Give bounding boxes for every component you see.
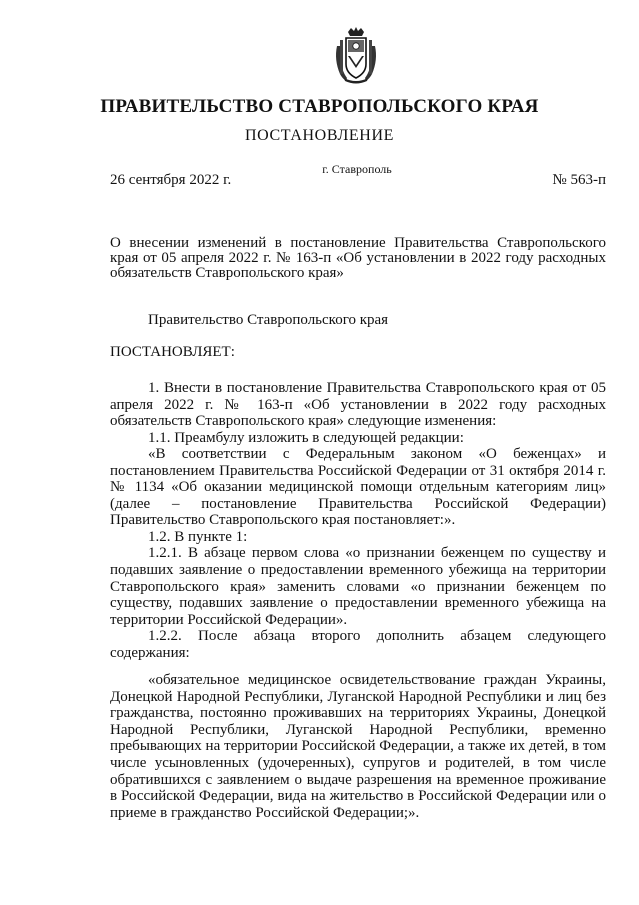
paragraph-1-1: 1.1. Преамбулу изложить в следующей редакции:	[148, 429, 464, 446]
coat-of-arms-icon	[331, 26, 381, 86]
paragraph-1-2-2: 1.2.2. После абзаца второго дополнить абзацем следующего содержания:	[110, 628, 606, 661]
paragraph-1-2-1: 1.2.1. В абзаце первом слова «о признании беженцем по существу и подавших заявление о предоставлении временного убежища на территории Ставропольского края» заменить словами «о признании беженцем по существу, подавших заявление о предоставлении временного убежища на территории Российской Федерации».	[110, 545, 606, 628]
paragraph-1: 1. Внести в постановление Правительства Ставропольского края от 05 апреля 2022 г. № 163-п «Об установлении в 2022 году расходных обязательств Ставропольского края» следующие изменения:	[110, 380, 606, 430]
paragraph-1-2: 1.2. В пункте 1:	[148, 528, 248, 545]
preamble-quote: «В соответствии с Федеральным законом «О беженцах» и постановлением Правительства Российской Федерации от 31 октября 2014 г. № 1134 «Об оказании медицинской помощи отдельным категориям лиц» (далее – постановление Правительства Российской Федерации) Правительство Ставропольского края постановляет:».	[110, 446, 606, 529]
document-type: ПОСТАНОВЛЕНИЕ	[245, 127, 394, 144]
issuer-line: Правительство Ставропольского края	[148, 312, 389, 328]
document-date: 26 сентября 2022 г.	[110, 172, 232, 188]
decree-heading: ПОСТАНОВЛЯЕТ:	[110, 344, 235, 360]
document-subject: О внесении изменений в постановление Правительства Ставропольского края от 05 апреля 2022 г. № 163-п «Об установлении в 2022 году расходных обязательств Ставропольского края»	[110, 235, 606, 281]
document-body	[110, 380, 606, 821]
inserted-paragraph-quote: «обязательное медицинское освидетельствование граждан Украины, Донецкой Народной Республики, Луганской Народной Республики и лиц без гражданства, постоянно проживавших на территориях Украины, Донецкой Народной Республики, Луганской Народной Республики, временно пребывающих на территории Российской Федерации, а также их детей, в том числе усыновленных (удочеренных), супругов и родителей, в том числе обратившихся с заявлением о выдаче разрешения на временное проживание в Российской Федерации, вида на жительство в Российской Федерации или о приеме в гражданство Российской Федерации;».	[110, 672, 606, 821]
document-city: г. Ставрополь	[322, 162, 392, 176]
government-title: ПРАВИТЕЛЬСТВО СТАВРОПОЛЬСКОГО КРАЯ	[100, 96, 539, 117]
document-number: № 563-п	[552, 172, 606, 188]
